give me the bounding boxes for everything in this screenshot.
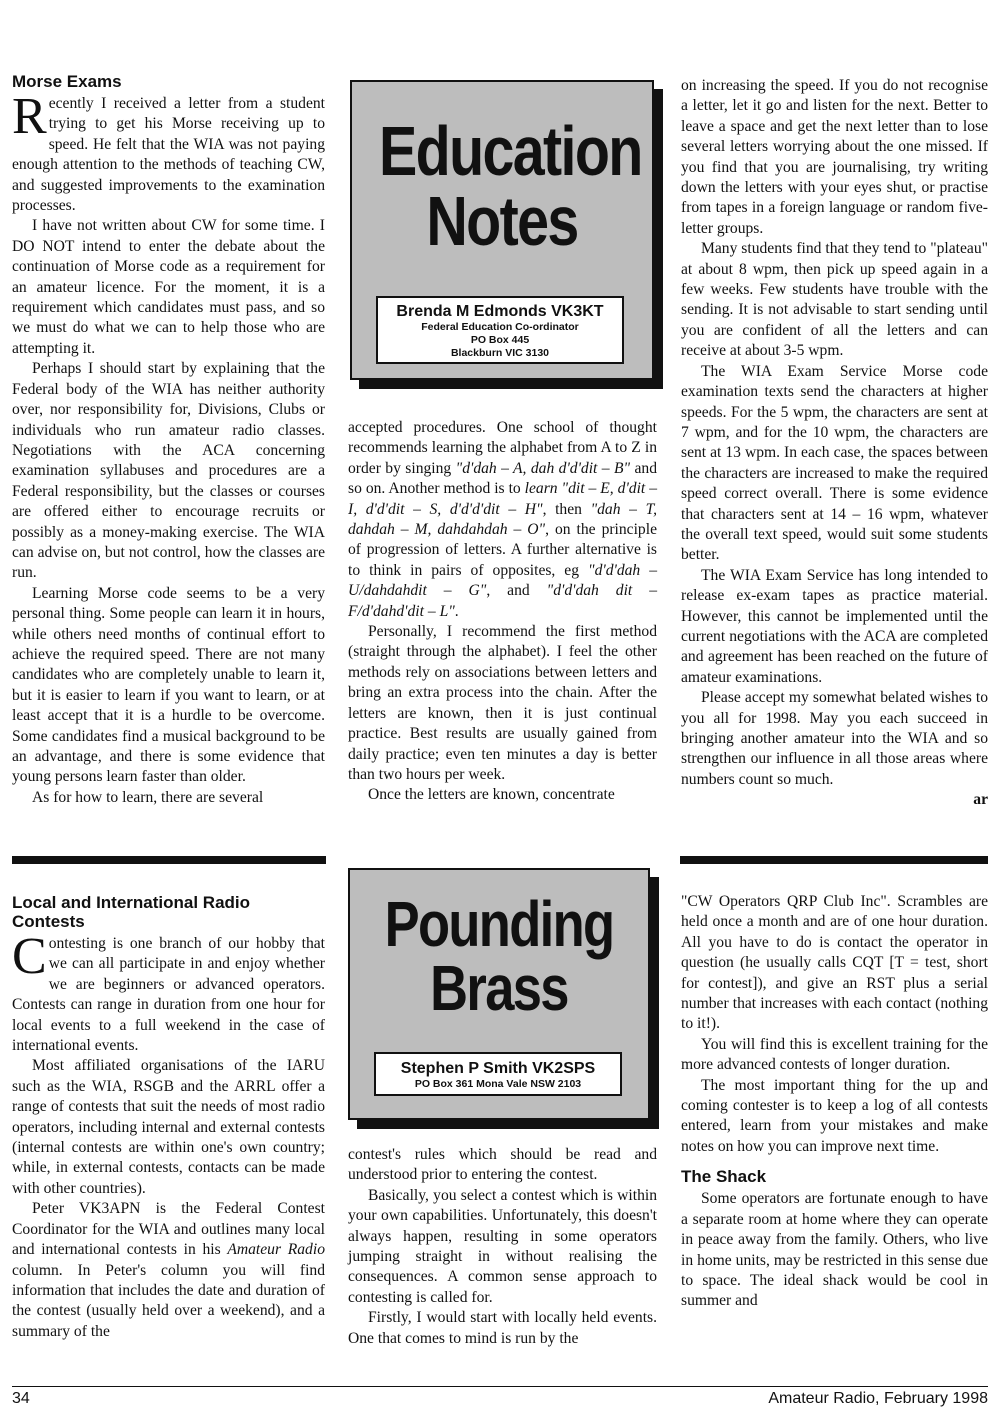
- author-role: Federal Education Co-ordinator: [421, 321, 579, 333]
- contests-col2-paragraph-3: Firstly, I would start with locally held events. One that comes to mind is run by the: [348, 1309, 657, 1347]
- morse-paragraph-3: Perhaps I should start by explaining that the Federal body of the WIA has neither authority over, nor responsibility for, Divisions, Clubs or individuals who run amateur radio classes. Negotiations with the ACA concerning examination syllabuses and procedures are a Federal responsibility, but the classes or courses are offered either to encourage recruits or possibly as a money-making exercise. The WIA can advise on, but not control, how the classes are run.: [12, 360, 325, 582]
- publication-line: Amateur Radio, February 1998: [768, 1390, 988, 1407]
- dropcap-c: C: [12, 928, 47, 985]
- morse-col3-paragraph-3: The WIA Exam Service Morse code examination texts send the characters at higher speeds. For the 5 wpm, the characters are sent at 7 wpm, and for the 10 wpm, the characters are sent at 13 wpm. In each case, the spaces between the characters are increased to make the required speed correct overall. There is some evidence that characters sent at 14 – 16 wpm, whatever the overall text speed, would suit some students better.: [681, 362, 988, 564]
- page-number: 34: [12, 1390, 30, 1407]
- contests-heading: Local and International Radio Contests: [12, 893, 251, 931]
- morse-col3-paragraph-2: Many students find that they tend to "plateau" at about 8 wpm, then pick up speed again in a few weeks. Few students have trouble with the sending. It is not advisable to start sending until you are confident of all the letters and can receive at about 3-5 wpm.: [681, 240, 988, 360]
- contests-col3-paragraph-2: You will find this is excellent training for the more advanced contests of longer duration.: [681, 1035, 988, 1074]
- morse-column-1: [12, 72, 325, 808]
- notes-title: Notes: [426, 182, 578, 260]
- contests-col3-paragraph-1: "CW Operators QRP Club Inc". Scrambles are held once a month and are of one hour duration. All you have to do is contact the operator in question (he usually calls CQT [T = test, short for contest]), and give an RST plus a serial number that increases with each contact (nothing to it!).: [681, 893, 988, 1033]
- author-address-2: Blackburn VIC 3130: [450, 347, 550, 359]
- morse-col3-paragraph-4: The WIA Exam Service has long intended to release ex-exam tapes as practice material. However, this cannot be implemented until the current negotiations with the ACA are completed and agreement has been reached on the future of amateur examinations.: [681, 566, 988, 686]
- morse-col2-paragraph-1: accepted procedures. One school of thought recommends learning the alphabet from A to Z in order by singing "d'dah – A, dah d'd'dit – B" and so on. Another method is to learn "dit – E, d'dit – I, d'd'dit – S, d'd'd'dit – H", then "dah – T, dahdah – M, dahdahdah – O", on the principle of progression of letters. A further alternative is to think in pairs of opposites, eg "d'd'dah – U/dahdahdit – G", and "d'd'dah dit – F/d'dahd'dit – L".: [348, 419, 658, 620]
- morse-paragraph-4: Learning Morse code seems to be a very personal thing. Some people can learn it in hours, while others need months of continual effort to achieve the required speed. There are not many candidates who are completely unable to learn it, but it is easier to learn if you want to learn, or at least accept that it is a hurdle to be overcome. Some candidates find a musical background to be an advantage, and there is some evidence that young persons learn faster than older.: [12, 584, 325, 786]
- morse-heading: Morse Exams: [12, 72, 122, 91]
- shack-heading: The Shack: [681, 1167, 767, 1187]
- education-author-card: [376, 296, 624, 364]
- contests-paragraph-3: Peter VK3APN is the Federal Contest Coordinator for the WIA and outlines many local and international contests in his Amateur Radio column. In Peter's column you will find information that includes the date and duration of the contest (usually held over a weekend), and a summary of the: [12, 1200, 325, 1340]
- contests-column-2: [348, 1145, 657, 1349]
- dropcap-r: R: [12, 88, 47, 145]
- brass-author-address: PO Box 361 Mona Vale NSW 2103: [414, 1078, 582, 1090]
- signature-ar: ar: [973, 791, 988, 809]
- divider-rule-right: [680, 856, 988, 864]
- contests-col2-paragraph-2: Basically, you select a contest which is within your own capabilities. Unfortunately, this doesn't always happen, resulting in some operators jumping straight in without realising the consequences. A common sense approach to contesting is called for.: [348, 1186, 657, 1306]
- contests-column-3: [681, 892, 988, 1312]
- contests-column-1: [12, 893, 325, 1342]
- pounding-brass-box: [348, 868, 650, 1120]
- morse-paragraph-5: As for how to learn, there are several: [32, 788, 264, 806]
- morse-paragraph-2: I have not written about CW for some time. I DO NOT intend to enter the debate about the continuation of Morse code as a requirement for an amateur licence. For the moment, it is a requirement which candidates must pass, and so we must do what we can to help those who are attempting it.: [12, 217, 325, 357]
- education-notes-box: [350, 80, 654, 380]
- morse-column-3: [681, 76, 988, 811]
- morse-col2-paragraph-3: Once the letters are known, concentrate: [368, 786, 615, 804]
- contests-paragraph-1: Contesting is one branch of our hobby that we can all participate in and enjoy whether we are beginners or advanced operators. Contests can range in duration from one hour for local events to a full weekend in the case of international events.: [12, 928, 325, 1055]
- morse-column-2: [348, 418, 657, 806]
- morse-col2-paragraph-2: Personally, I recommend the first method (straight through the alphabet). I feel the other methods rely on associations between letters and bring an extra process into the chain. After the letters are known, then it is just continual practice. Best results are usually gained from daily practice; even ten minutes a day is better than two hours per week.: [348, 623, 657, 783]
- brass-title: Brass: [430, 952, 568, 1024]
- author-address-1: PO Box 445: [470, 334, 530, 346]
- shack-paragraph-1: Some operators are fortunate enough to have a separate room at home where they can operate in peace away from the family. Others, who live in home units, may be restricted in this sense due to space. The ideal shack would be cool in summer and: [681, 1190, 988, 1310]
- pounding-title: Pounding: [384, 888, 614, 960]
- divider-rule-left: [12, 856, 326, 864]
- author-name: Brenda M Edmonds VK3KT: [396, 303, 604, 320]
- morse-col3-paragraph-1: on increasing the speed. If you do not recognise a letter, let it go and listen for the next. Better to leave a space and get the next letter than to lose several letters worrying about the one missed. If you find that you are journalising, try writing down the letters with your eyes shut, or practise from tapes in a foreign language or random five-letter groups.: [681, 77, 988, 237]
- footer-rule: [12, 1386, 988, 1387]
- contests-col2-paragraph-1: contest's rules which should be read and understood prior to entering the contest.: [348, 1146, 657, 1184]
- morse-paragraph-1: Recently I received a letter from a student trying to get his Morse receiving up to speed. He felt that the WIA was not paying enough attention to the methods of teaching CW, and suggested improvements to the examination processes.: [12, 88, 325, 215]
- education-title: Education: [379, 112, 642, 190]
- contests-paragraph-2: Most affiliated organisations of the IARU such as the WIA, RSGB and the ARRL offer a range of contests that suit the needs of most radio operators, including internal and external contests (internal contests are within one's own country; while, in external contests, contacts can be made with other countries).: [12, 1057, 325, 1197]
- brass-author-name: Stephen P Smith VK2SPS: [400, 1060, 596, 1077]
- brass-author-card: [374, 1052, 622, 1096]
- contests-col3-paragraph-3: The most important thing for the up and coming contester is to keep a log of all contests entered, learn from your mistakes and make notes on how you can improve next time.: [681, 1076, 988, 1155]
- morse-col3-paragraph-5: Please accept my somewhat belated wishes to you all for 1998. May you each succeed in bringing another amateur into the WIA and so strengthen our influence in all those areas where numbers count so much.: [681, 689, 988, 788]
